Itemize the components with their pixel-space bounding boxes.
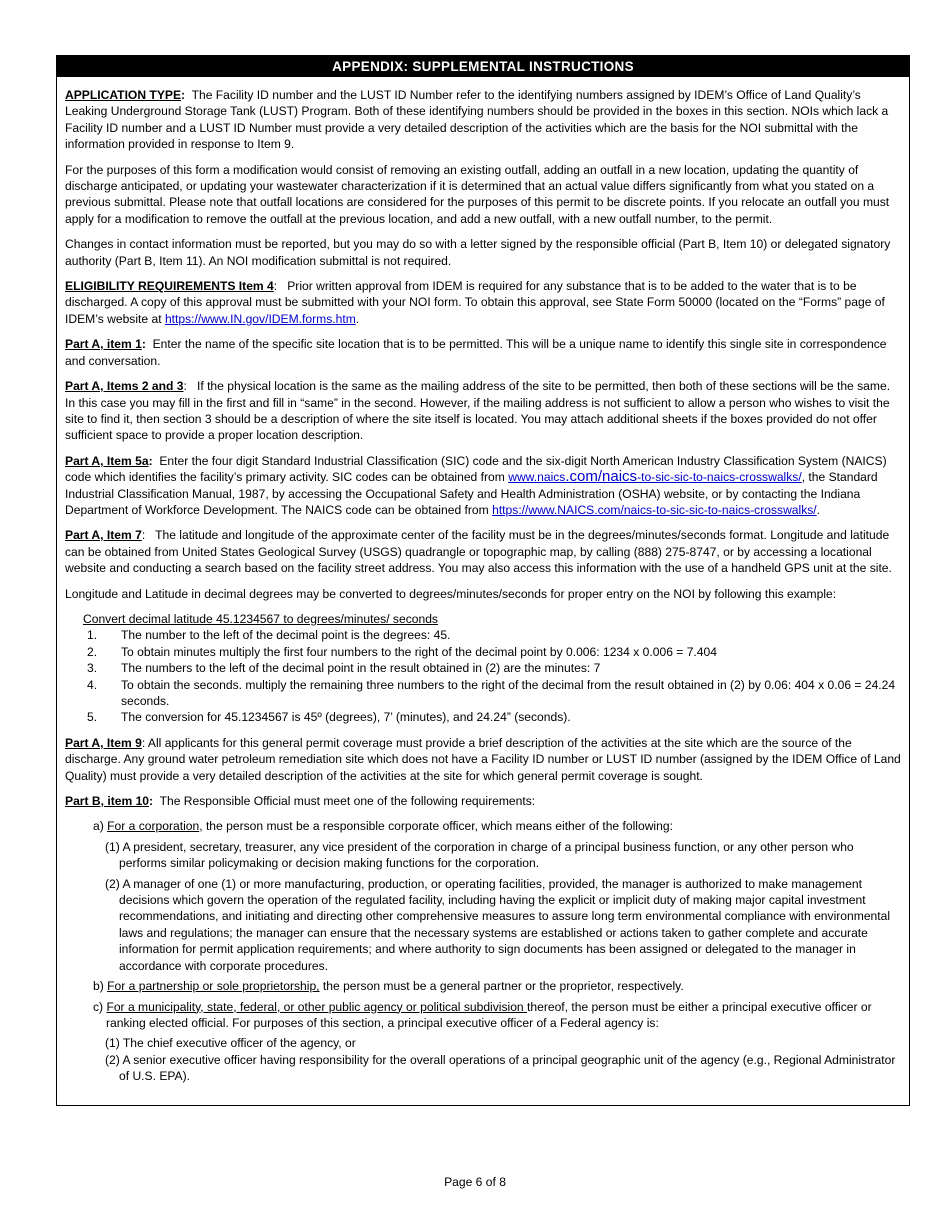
item1-heading: Part A, item 1 (65, 337, 142, 352)
item7-paragraph: Part A, Item 7: The latitude and longitude of the approximate center of the facility must be in the degrees/minutes/seconds format. Longitude and latitude can be obtained from United States Geological Survey (USGS) quadrangle or topographic map, by calling (888) 275-8747, or by accessing a locational website and conducting a search based on the facility street address. You may also access this information with the use of a handheld GPS unit at the site. (65, 528, 892, 576)
appendix-title: APPENDIX: SUPPLEMENTAL INSTRUCTIONS (57, 56, 909, 77)
naics-code-link[interactable]: https://www.NAICS.com/naics-to-sic-sic-to-naics-crosswalks/ (492, 502, 817, 517)
item5a-paragraph: Part A, Item 5a: Enter the four digit Standard Industrial Classification (SIC) code and the six-digit North American Industry Classification System (NAICS) code which identifies the facility’s primary activity. SIC codes can be obtained from www.naics.com/naics-to-sic-sic-to-naics-crosswalks/, the Standard Industrial Classification Manual, 1987, by accessing the Occupational Safety and Health Administration (OSHA) website, or by contacting the Indiana Department of Workforce Development. The NAICS code can be obtained from https://www.NAICS.com/naics-to-sic-sic-to-naics-crosswalks/. (65, 453, 887, 517)
conversion-title: Convert decimal latitude 45.1234567 to degrees/minutes/ seconds (83, 611, 438, 626)
item5a-heading: Part A, Item 5a (65, 453, 149, 468)
partnership-requirement: b) For a partnership or sole proprietorship, the person must be a general partner or the proprietor, respectively. (93, 979, 684, 994)
corporation-option-2: (2) A manager of one (1) or more manufacturing, production, or operating facilities, provided, the manager is authorized to make management decisions which govern the operation of the regulated facility, including having the explicit or implicit duty of making major capital investment recommendations, and initiating and directing other comprehensive measures to assure long term environmental compliance with environmental laws and regulations; the manager can ensure that the necessary systems are established or actions taken to gather complete and accurate information for permit application requirements; and where authority to sign documents has been assigned or delegated to the manager in accordance with corporate procedures. (105, 876, 891, 973)
item1-paragraph: Part A, item 1: Enter the name of the specific site location that is to be permitted. This will be a unique name to identify this single site in correspondence and conversation. (65, 337, 887, 368)
municipality-option-2: (2) A senior executive officer having responsibility for the overall operations of a principal geographic unit of the agency (e.g., Regional Administrator of U.S. EPA). (105, 1052, 896, 1084)
list-item: 2. To obtain minutes multiply the first four numbers to the right of the decimal point by 0.006: 1234 x 0.006 = 7.404 (87, 644, 717, 659)
corporation-option-1: (1) A president, secretary, treasurer, any vice president of the corporation in charge of a principal business function, or any other person who performs similar policymaking or decision making functions for the corporation. (105, 839, 854, 871)
conversion-steps (65, 627, 901, 725)
items23-paragraph: Part A, Items 2 and 3: If the physical location is the same as the mailing address of the site to be permitted, then both of these sections will be the same. In this case you may fill in the first and fill in “same” in the second. However, if the mailing address is not sufficient to allow a person who wishes to visit the site to find it, then section 3 should be a description of where the site itself is located. You may attach additional sheets if the boxes provided do not offer sufficient space to provide a proper location description. (65, 379, 891, 443)
item9-paragraph (65, 735, 901, 784)
page-number: Page 6 of 8 (444, 1175, 506, 1189)
item9-heading: Part A, Item 9 (65, 735, 142, 750)
eligibility-paragraph: ELIGIBILITY REQUIREMENTS Item 4: Prior written approval from IDEM is required for any substance that is to be added to the water that is to be discharged. A copy of this approval must be submitted with your NOI form. To obtain this approval, see State Form 50000 (located on the “Forms” page of IDEM’s website at https://www.IN.gov/IDEM.forms.htm. (65, 279, 885, 326)
application-type-heading: APPLICATION TYPE (65, 88, 182, 102)
item10-paragraph: Part B, item 10: The Responsible Official must meet one of the following requirements: (65, 794, 536, 809)
application-type-text: The Facility ID number and the LUST ID Number refer to the identifying numbers assigned by IDEM’s Office of Land Quality’s Leaking Underground Storage Tank (LUST) Program. Both of these identifying numbers should be provided in the boxes in this section. NOIs which lack a Facility ID number and a LUST ID Number must provide a very detailed description of the activities which are the basis for the NOI submittal with the information provided in response to Item 9. (65, 88, 889, 152)
eligibility-text: Prior written approval from IDEM is required for any substance that is to be added to the water that is to be discharged. A copy of this approval must be submitted with your NOI form. To obtain this approval, see State Form 50000 (located on the “Forms” page of IDEM’s website at (65, 279, 885, 326)
list-item: 1. The number to the left of the decimal point is the degrees: 45. (87, 628, 451, 643)
naics-crosswalk-link[interactable]: www.naics.com/naics-to-sic-sic-to-naics-crosswalks/ (508, 468, 802, 486)
contact-change-paragraph: Changes in contact information must be reported, but you may do so with a letter signed by the responsible official (Part B, Item 10) or delegated signatory authority (Part B, Item 11). An NOI modification submittal is not required. (65, 237, 891, 268)
item5a-text: Enter the four digit Standard Industrial Classification (SIC) code and the six-digit North American Industry Classification System (NAICS) code which identifies the facility’s primary activity. SIC codes can be obtained from (65, 453, 887, 485)
list-item: 5. The conversion for 45.1234567 is 45º (degrees), 7’ (minutes), and 24.24” (seconds). (87, 710, 571, 725)
list-item: 4. To obtain the seconds. multiply the remaining three numbers to the right of the decimal from the result obtained in (2) by 0.06: 404 x 0.06 = 24.24 seconds. (87, 677, 896, 708)
item7-text: The latitude and longitude of the approximate center of the facility must be in the degrees/minutes/seconds format. Longitude and latitude can be obtained from United States Geological Survey (USGS) quadrangle or topographic map, by calling (888) 275-8747, or by accessing a locational website and conducting a search based on the facility street address. You may also access this information with the use of a handheld GPS unit at the site. (65, 528, 892, 576)
items23-text: If the physical location is the same as the mailing address of the site to be permitted, then both of these sections will be the same. In this case you may fill in the first and fill in “same” in the second. However, if the mailing address is not sufficient to allow a person who wishes to visit the site to find it, then section 3 should be a description of where the site itself is located. You may attach additional sheets if the boxes provided do not offer sufficient space to provide a proper location description. (65, 379, 891, 443)
municipality-option-1: (1) The chief executive officer of the agency, or (105, 1036, 356, 1051)
idem-forms-link[interactable]: https://www.IN.gov/IDEM.forms.htm (164, 311, 356, 326)
eligibility-heading: ELIGIBILITY REQUIREMENTS Item 4 (65, 279, 274, 294)
modification-paragraph: For the purposes of this form a modification would consist of removing an existing outfall, adding an outfall in a new location, updating the quantity of discharge anticipated, or updating your wastewater characterization if it is determined that an actual value differs significantly from what you stated on a previous submittal. Please note that outfall locations are considered for the purposes of this permit to be discrete points. If you relocate an outfall you must apply for a modification to remove the outfall at the previous location, and add a new outfall, with a new outfall number, to the permit. (65, 162, 890, 226)
list-item: 3. The numbers to the left of the decimal point in the result obtained in (2) are the minutes: 7 (87, 661, 601, 676)
appendix-body (57, 77, 909, 1085)
appendix-frame (56, 55, 910, 1106)
conversion-intro: Longitude and Latitude in decimal degrees may be converted to degrees/minutes/seconds for proper entry on the NOI by following this example: (65, 586, 837, 601)
item1-text: Enter the name of the specific site location that is to be permitted. This will be a unique name to identify this single site in correspondence and conversation. (65, 337, 887, 368)
item9-text: : All applicants for this general permit coverage must provide a brief description of the activities at the site which are the source of the discharge. Any ground water petroleum remediation site which does not have a Facility ID number or LUST ID number (assigned by the IDEM Office of Land Quality) must provide a very detailed description of the activities at the site for which general permit coverage is sought. (65, 735, 901, 783)
application-type-paragraph: APPLICATION TYPE: The Facility ID number and the LUST ID Number refer to the identifying numbers assigned by IDEM’s Office of Land Quality’s Leaking Underground Storage Tank (LUST) Program. Both of these identifying numbers should be provided in the boxes in this section. NOIs which lack a Facility ID number and a LUST ID Number must provide a very detailed description of the activities which are the basis for the NOI submittal with the information provided in response to Item 9. (65, 88, 889, 152)
item10-text: The Responsible Official must meet one of the following requirements: (159, 794, 536, 809)
municipality-requirement: c) For a municipality, state, federal, or other public agency or political subdivision thereof, the person must be either a principal executive officer or ranking elected official. For purposes of this section, a principal executive officer of a Federal agency is: (93, 999, 872, 1030)
items23-heading: Part A, Items 2 and 3 (65, 379, 184, 394)
item10-heading: Part B, item 10 (65, 794, 150, 809)
item7-heading: Part A, Item 7 (65, 528, 142, 543)
corporation-requirement: a) For a corporation, the person must be a responsible corporate officer, which means either of the following: (93, 819, 673, 834)
